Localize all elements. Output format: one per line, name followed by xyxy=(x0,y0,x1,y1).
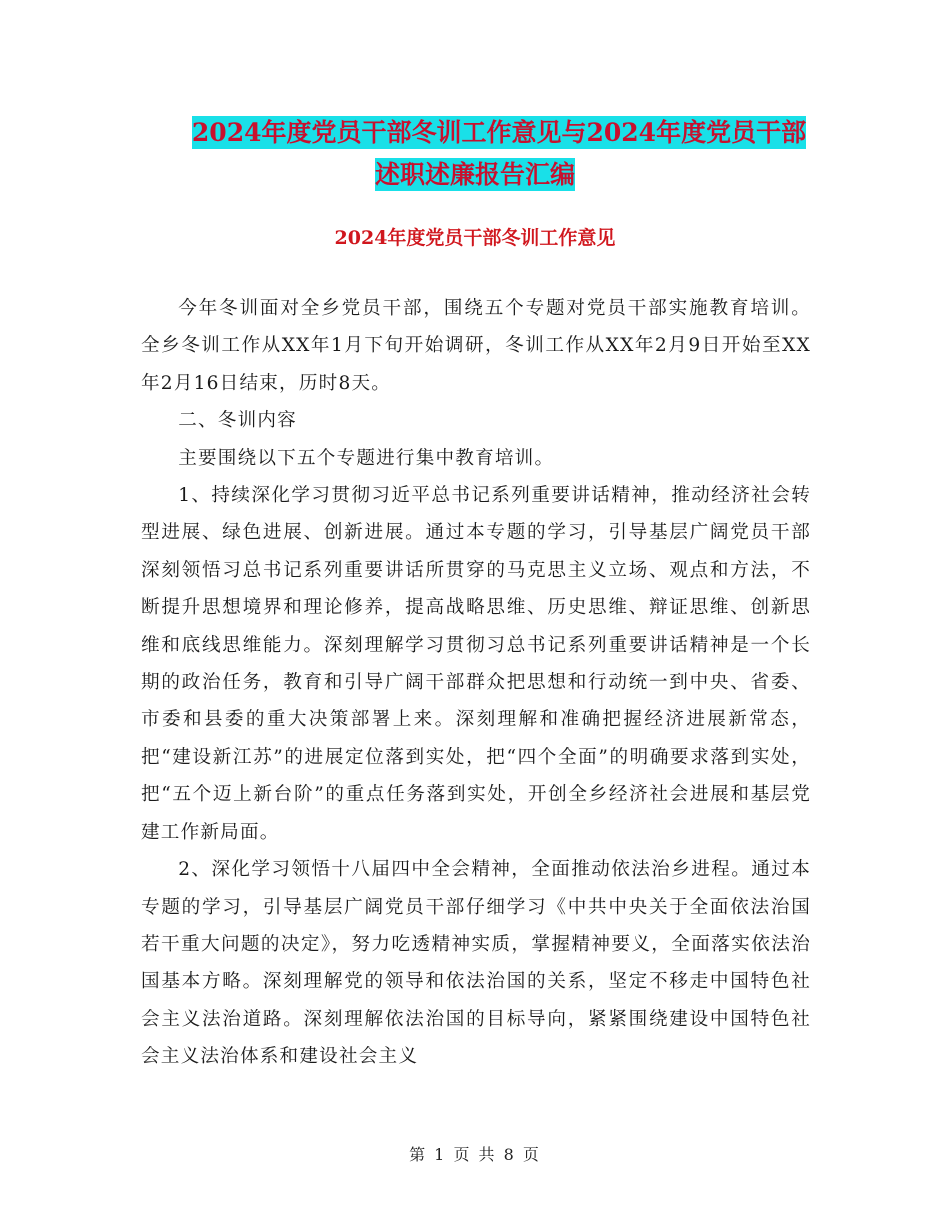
title-highlight-2: 述职述廉报告汇编 xyxy=(374,160,575,189)
paragraph: 1、持续深化学习贯彻习近平总书记系列重要讲话精神，推动经济社会转型进展、绿色进展、创新进展。通过本专题的学习，引导基层广阔党员干部深刻领悟习总书记系列重要讲话所贯穿的马克思主义立场、观点和方法，不断提升思想境界和理论修养，提高战略思维、历史思维、辩证思维、创新思维和底线思维能力。深刻理解学习贯彻习总书记系列重要讲话精神是一个长期的政治任务，教育和引导广阔干部群众把思想和行动统一到中央、省委、市委和县委的重大决策部署上来。深刻理解和准确把握经济进展新常态，把“建设新江苏”的进展定位落到实处，把“四个全面”的明确要求落到实处，把“五个迈上新台阶”的重点任务落到实处，开创全乡经济社会进展和基层党建工作新局面。 xyxy=(141,485,811,843)
document-title-line-2 xyxy=(0,150,950,200)
page-footer: 第 1 页 共 8 页 xyxy=(409,1145,541,1164)
document-body xyxy=(141,290,811,1076)
paragraph: 二、冬训内容 xyxy=(178,410,297,432)
paragraph: 今年冬训面对全乡党员干部，围绕五个专题对党员干部实施教育培训。全乡冬训工作从XX年1月下旬开始调研，冬训工作从XX年2月9日开始至XX年2月16日结束，历时8天。 xyxy=(141,298,811,394)
paragraph: 主要围绕以下五个专题进行集中教育培训。 xyxy=(178,447,555,469)
paragraph: 2、深化学习领悟十八届四中全会精神，全面推动依法治乡进程。通过本专题的学习，引导基层广阔党员干部仔细学习《中共中央关于全面依法治国若干重大问题的决定》，努力吃透精神实质，掌握精神要义，全面落实依法治国基本方略。深刻理解党的领导和依法治国的关系，坚定不移走中国特色社会主义法治道路。深刻理解依法治国的目标导向，紧紧围绕建设中国特色社会主义法治体系和建设社会主义 xyxy=(141,859,811,1068)
section-title: 2024年度党员干部冬训工作意见 xyxy=(334,227,616,249)
title-highlight-1: 2024年度党员干部冬训工作意见与2024年度党员干部 xyxy=(191,118,807,147)
